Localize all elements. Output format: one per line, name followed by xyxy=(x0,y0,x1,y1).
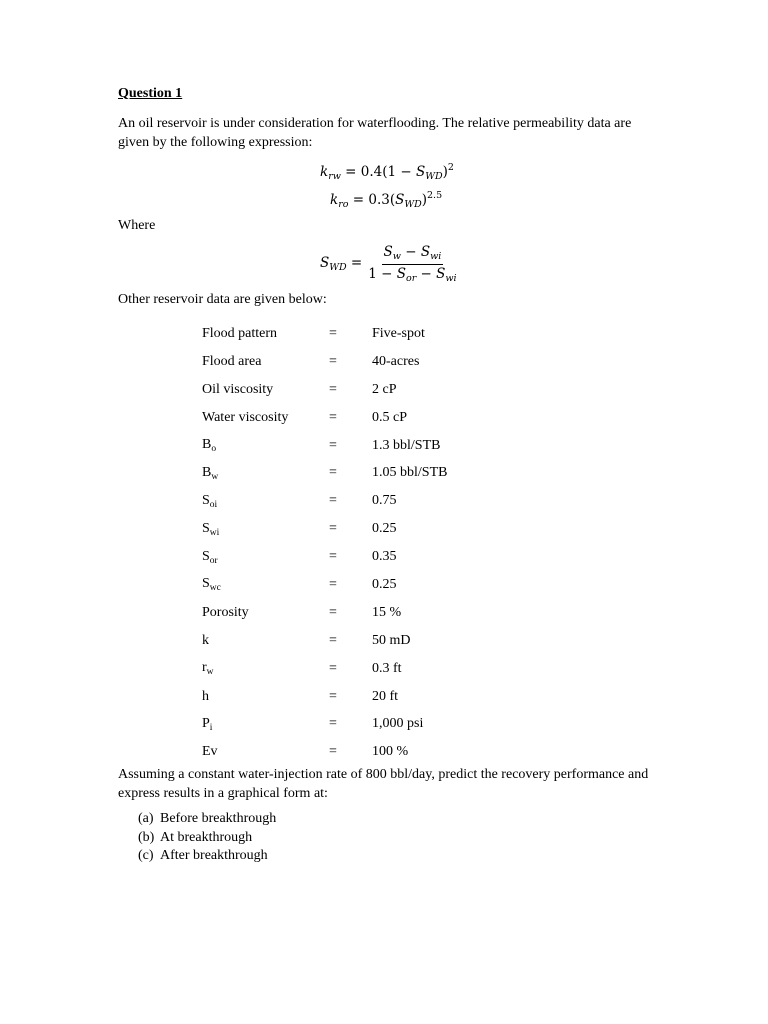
param-value: 15 % xyxy=(372,604,402,620)
equals-sign: = xyxy=(329,353,337,369)
equals-sign: = xyxy=(329,409,337,425)
eq-swd-lhs-var: S xyxy=(320,255,330,271)
list-item xyxy=(138,810,276,829)
table-row xyxy=(202,515,447,543)
param-label: k xyxy=(202,632,209,648)
eq-krw-lhs: k xyxy=(320,164,329,180)
param-name xyxy=(202,655,329,683)
table-row xyxy=(202,320,447,348)
param-name xyxy=(202,348,329,376)
equals-sign: = xyxy=(329,549,337,565)
intro-paragraph: An oil reservoir is under consideration for waterflooding. The relative permeability data are given by the following expression: xyxy=(118,116,632,150)
table-row xyxy=(202,571,447,599)
equals-sign: = xyxy=(329,576,337,592)
param-name xyxy=(202,738,329,766)
equation-kro xyxy=(330,190,442,210)
eq-swd-num-b: S xyxy=(420,244,431,260)
table-row xyxy=(202,348,447,376)
equals-sign: = xyxy=(329,381,337,397)
param-label: Porosity xyxy=(202,604,249,620)
part-label: (a) xyxy=(138,811,154,826)
param-label: P xyxy=(202,715,210,731)
eq-swd-lhs-sub: WD xyxy=(329,262,347,273)
eq-swd-numerator xyxy=(382,244,444,265)
eq-swd-den-op: − xyxy=(416,266,437,282)
param-subscript: w xyxy=(206,667,214,678)
param-label: S xyxy=(202,520,210,536)
param-value: 100 % xyxy=(372,744,409,760)
param-label: h xyxy=(202,688,209,704)
eq-swd-num-a-sub: w xyxy=(392,251,401,262)
equals-sign: = xyxy=(329,465,337,481)
param-name xyxy=(202,627,329,655)
equals-sign: = xyxy=(329,744,337,760)
param-value: 0.25 xyxy=(372,521,397,537)
eq-swd-lhs: $S_{WD}$ = xyxy=(320,255,363,273)
eq-kro-lhs: k xyxy=(330,192,339,208)
param-name xyxy=(202,459,329,487)
eq-swd-den-b-sub: wi xyxy=(445,273,457,284)
param-label: Ev xyxy=(202,744,218,760)
equals-sign: = xyxy=(329,688,337,704)
param-label: S xyxy=(202,492,210,508)
table-row xyxy=(202,459,447,487)
param-label: Oil viscosity xyxy=(202,381,274,397)
param-name xyxy=(202,376,329,404)
param-value: 1,000 psi xyxy=(372,716,424,732)
equation-swd xyxy=(320,244,457,284)
param-subscript: wc xyxy=(209,583,221,594)
eq-kro-lhs-sub: ro xyxy=(338,199,349,210)
eq-krw-var-sub: WD xyxy=(425,171,443,182)
table-row xyxy=(202,376,447,404)
eq-swd-fraction xyxy=(368,244,456,284)
eq-kro-power: 2.5 xyxy=(427,190,443,201)
table-row xyxy=(202,404,447,432)
table-row xyxy=(202,627,447,655)
eq-swd-den-prefix: 1 − xyxy=(368,266,397,282)
eq-krw-var: S xyxy=(416,164,426,180)
param-label: Flood pattern xyxy=(202,325,278,341)
table-row xyxy=(202,683,447,711)
equals-sign: = xyxy=(329,632,337,648)
table-row xyxy=(202,543,447,571)
param-value: 0.75 xyxy=(372,493,397,509)
param-label: B xyxy=(202,437,212,452)
equation-krw xyxy=(320,162,454,182)
equals-sign: = xyxy=(329,716,337,732)
table-row xyxy=(202,738,447,766)
param-value: 0.35 xyxy=(372,549,397,565)
eq-kro-var-sub: WD xyxy=(404,199,422,210)
param-label: B xyxy=(202,464,212,480)
other-data-label: Other reservoir data are given below: xyxy=(118,292,327,307)
param-subscript: wi xyxy=(209,527,220,538)
equals-sign: = xyxy=(329,437,337,453)
param-name xyxy=(202,683,329,711)
eq-krw-power: 2 xyxy=(447,162,454,173)
param-subscript: oi xyxy=(209,499,218,510)
question-heading: Question 1 xyxy=(118,86,183,101)
eq-swd-den-a: S xyxy=(396,266,406,282)
part-text: After breakthrough xyxy=(160,848,268,863)
table-row xyxy=(202,710,447,738)
equals-sign: = xyxy=(329,604,337,620)
eq-swd-den-b: S xyxy=(436,266,446,282)
list-item xyxy=(138,829,276,848)
param-name xyxy=(202,404,329,432)
closing-paragraph: Assuming a constant water-injection rate of 800 bbl/day, predict the recovery performance and express results in a graphical form at: xyxy=(118,767,649,801)
eq-swd-num-a: S xyxy=(383,244,393,260)
param-value: 0.25 xyxy=(372,576,397,592)
param-name xyxy=(202,515,329,543)
param-label: Flood area xyxy=(202,353,262,369)
param-value: Five-spot xyxy=(372,325,425,341)
param-value: 0.5 cP xyxy=(372,409,407,425)
param-label: S xyxy=(202,576,210,592)
part-text: At breakthrough xyxy=(160,829,253,845)
table-row xyxy=(202,487,447,515)
param-subscript: i xyxy=(209,722,213,733)
eq-kro-var: S xyxy=(395,192,405,208)
param-name xyxy=(202,543,329,571)
param-label: S xyxy=(202,548,210,564)
equals-sign: = xyxy=(329,521,337,537)
param-value: 50 mD xyxy=(372,632,411,648)
table-row xyxy=(202,599,447,627)
table-row xyxy=(202,655,447,683)
param-value: 2 cP xyxy=(372,381,397,397)
eq-swd-denominator xyxy=(368,265,456,284)
param-name xyxy=(202,571,329,599)
part-label: (c) xyxy=(138,848,154,863)
part-text: Before breakthrough xyxy=(160,811,277,826)
param-value: 20 ft xyxy=(372,688,399,704)
param-name xyxy=(202,320,329,348)
equals-sign: = xyxy=(329,325,337,341)
param-subscript: or xyxy=(209,555,218,566)
param-value: 0.3 ft xyxy=(372,660,402,676)
param-name xyxy=(202,710,329,738)
eq-krw-lhs-sub: rw xyxy=(328,171,341,182)
eq-kro-suffix: ) xyxy=(421,192,428,208)
equals-sign: = xyxy=(329,660,337,676)
reservoir-data-table xyxy=(202,320,447,766)
equals-sign: = xyxy=(329,493,337,509)
param-value: 1.3 bbl/STB xyxy=(372,437,441,453)
table-row xyxy=(202,432,447,460)
eq-swd-num-op: − xyxy=(400,244,421,260)
list-item xyxy=(138,847,276,866)
param-value: 1.05 bbl/STB xyxy=(372,465,448,481)
param-subscript: w xyxy=(211,471,219,482)
eq-swd-num-b-sub: wi xyxy=(430,251,442,262)
param-label: Water viscosity xyxy=(202,409,289,425)
eq-swd-den-a-sub: or xyxy=(405,273,417,284)
param-name xyxy=(202,599,329,627)
part-label: (b) xyxy=(138,829,155,845)
param-name xyxy=(202,432,329,460)
param-value: 40-acres xyxy=(372,353,420,369)
eq-krw-prefix: = 0.4(1 − xyxy=(345,164,416,180)
param-label: r xyxy=(202,660,207,676)
param-name xyxy=(202,487,329,515)
parts-list xyxy=(138,810,276,866)
param-subscript: o xyxy=(211,444,217,454)
eq-krw-suffix: ) xyxy=(442,164,448,180)
eq-kro-prefix: = 0.3( xyxy=(352,192,396,208)
where-label: Where xyxy=(118,218,156,233)
